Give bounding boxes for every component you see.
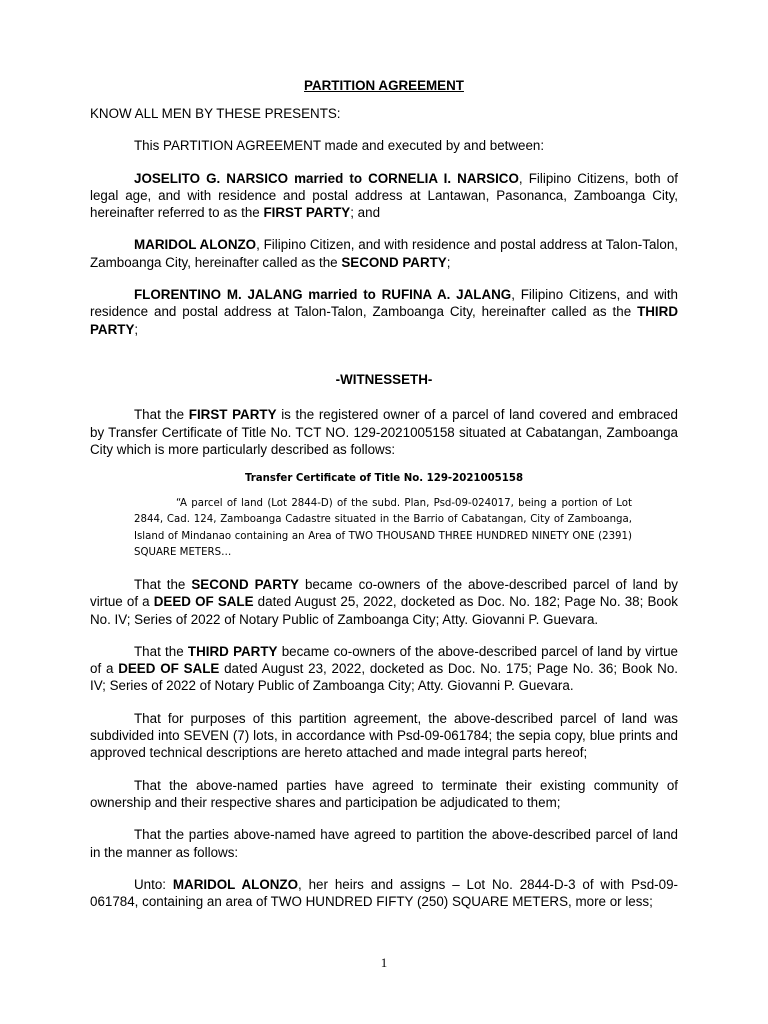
- third-party-names: FLORENTINO M. JALANG married to RUFINA A. JALANG: [134, 287, 512, 303]
- sale2-text-c: became co-owners of the above-described parcel of land by virtue of a: [90, 576, 678, 610]
- third-party-end: ;: [134, 321, 139, 337]
- sale3-text-c: became co-owners of the above-described parcel of land by virtue of a: [90, 643, 678, 677]
- sale2-deed: DEED OF SALE: [153, 594, 254, 610]
- sale2-text-a: That the: [134, 576, 192, 592]
- third-party-role: THIRD PARTY: [90, 304, 678, 337]
- opening-line: KNOW ALL MEN BY THESE PRESENTS:: [90, 106, 341, 121]
- second-party-names: MARIDOL ALONZO: [134, 237, 257, 253]
- termination-paragraph: That the above-named parties have agreed to terminate their existing community of ownership and their respective shares and participation be adjudicated to them;: [90, 777, 678, 810]
- partition-paragraph: That the parties above-named have agreed to partition the above-described parcel of land in the manner as follows:: [90, 827, 678, 860]
- third-party-paragraph: [90, 286, 678, 338]
- ownership-text-a: That the: [134, 407, 189, 423]
- allocation-text-a: Unto:: [134, 876, 173, 892]
- sale3-text-a: That the: [134, 643, 188, 659]
- document-body: [90, 77, 678, 910]
- witnesseth-heading: -WITNESSETH-: [335, 371, 433, 387]
- tct-title: Transfer Certificate of Title No. 129-2021005158: [244, 473, 524, 485]
- sale3-deed: DEED OF SALE: [118, 661, 220, 677]
- third-party-sale-paragraph: [90, 643, 678, 695]
- allocation-party: MARIDOL ALONZO: [172, 876, 299, 892]
- subdivision-paragraph: That for purposes of this partition agreement, the above-described parcel of land was subdivided into SEVEN (7) lots, in accordance with Psd-09-061784; the sepia copy, blue prints and approved technical descriptions are hereto attached and made integral parts hereof;: [90, 710, 678, 761]
- sale2-party: SECOND PARTY: [191, 576, 299, 592]
- second-party-paragraph: [90, 236, 678, 271]
- tct-description: “A parcel of land (Lot 2844-D) of the subd. Plan, Psd-09-024017, being a portion of Lot 2844, Cad. 124, Zamboanga Cadastre situated in the Barrio of Cabatangan, City of Zamboanga, Island of Mindanao containing an Area of TWO THOUSAND THREE HUNDRED NINETY ONE (2391) SQUARE METERS…: [134, 498, 632, 558]
- second-party-text: , Filipino Citizen, and with residence and postal address at Talon-Talon, Zamboanga City, hereinafter called as the: [90, 237, 678, 270]
- first-party-end: ; and: [350, 205, 381, 221]
- ownership-text-c: is the registered owner of a parcel of land covered and embraced by Transfer Certificate of Title No. TCT NO. 129-2021005158 situated at Cabatangan, Zamboanga City which is more particularly described as follows:: [90, 407, 678, 457]
- first-party-role: FIRST PARTY: [263, 205, 351, 221]
- intro-paragraph: This PARTITION AGREEMENT made and executed by and between:: [134, 138, 545, 154]
- second-party-sale-paragraph: [90, 576, 678, 628]
- first-party-paragraph: [90, 170, 678, 222]
- second-party-end: ;: [446, 254, 451, 270]
- allocation-paragraph: [90, 876, 678, 911]
- third-party-text: , Filipino Citizens, and with residence and postal address at Talon-Talon, Zamboanga City, hereinafter called as the: [90, 287, 679, 320]
- ownership-party: FIRST PARTY: [188, 407, 277, 423]
- sale3-party: THIRD PARTY: [187, 643, 278, 659]
- sale2-text-e: dated August 25, 2022, docketed as Doc. No. 182; Page No. 38; Book No. IV; Series of 2022 of Notary Public of Zamboanga City; Atty. Giovanni P. Guevara.: [90, 594, 679, 627]
- ownership-paragraph: [90, 406, 678, 458]
- first-party-names: JOSELITO G. NARSICO married to CORNELIA I. NARSICO: [134, 170, 519, 186]
- first-party-text: , Filipino Citizens, both of legal age, and with residence and postal address at Lantawan, Pasonanca, Zamboanga City, hereinafter referred to as the: [90, 170, 678, 221]
- page-number: 1: [380, 955, 388, 970]
- allocation-text-c: , her heirs and assigns – Lot No. 2844-D-3 of with Psd-09-061784, containing an area of TWO HUNDRED FIFTY (250) SQUARE METERS, more or less;: [90, 876, 678, 910]
- document-title: PARTITION AGREEMENT: [304, 78, 464, 93]
- second-party-role: SECOND PARTY: [341, 254, 447, 270]
- sale3-text-e: dated August 23, 2022, docketed as Doc. No. 175; Page No. 36; Book No. IV; Series of 2022 of Notary Public of Zamboanga City; Atty. Giovanni P. Guevara.: [90, 661, 678, 694]
